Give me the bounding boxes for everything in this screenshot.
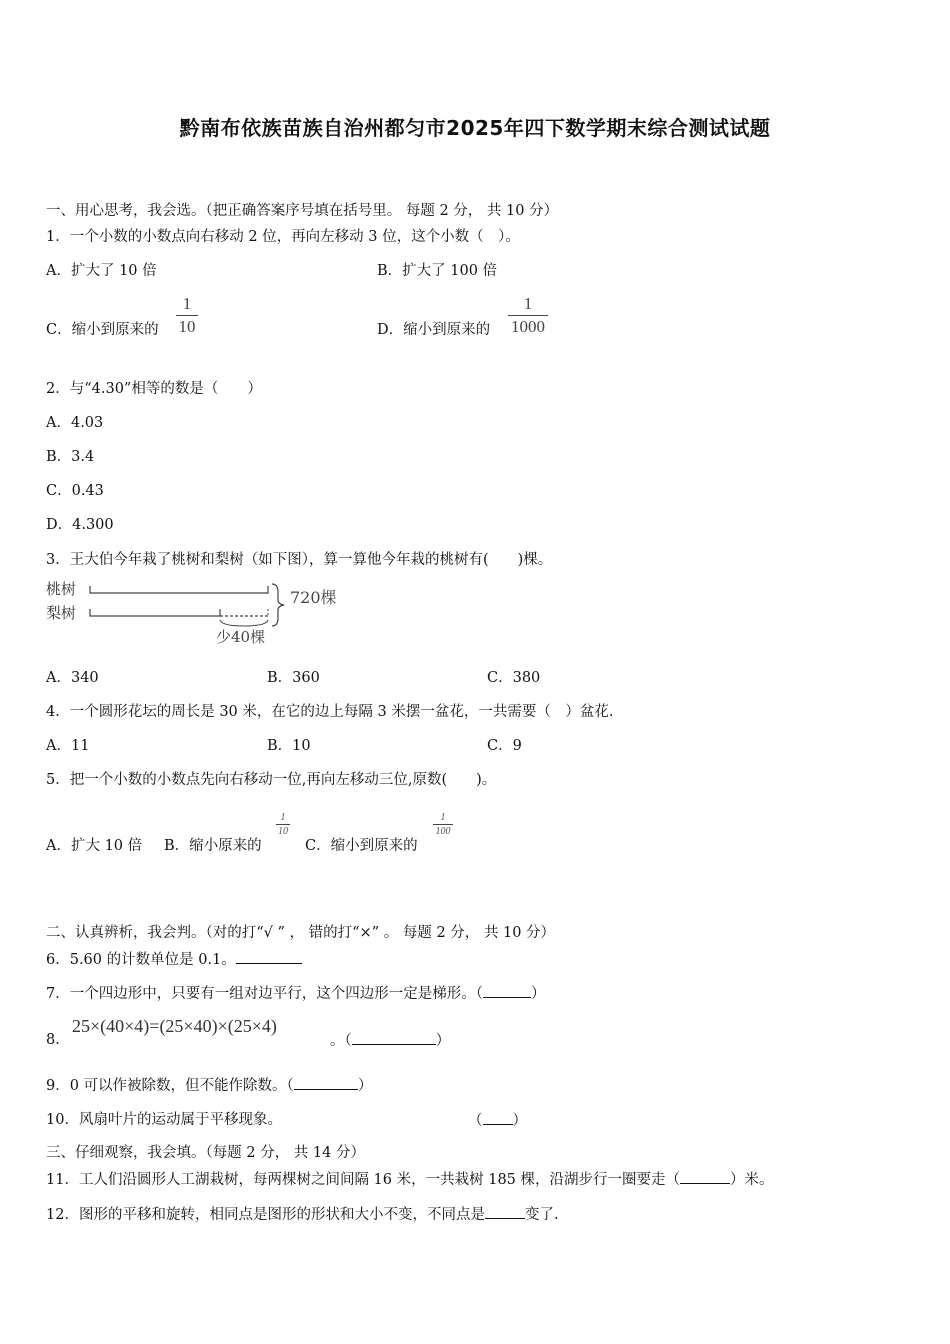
question-6	[46, 949, 302, 970]
fraction-denominator: 10	[178, 317, 196, 336]
question-8-equation: 25×(40×4)=(25×40)×(25×4)	[72, 1016, 277, 1036]
question-12	[46, 1204, 559, 1225]
less-brace	[220, 620, 268, 626]
section-2-heading: 二、认真辨析，我会判。（对的打“√ ” ， 错的打“×” 。 每题 2 分， 共 10 分）	[46, 925, 556, 941]
fraction-denominator: 100	[435, 826, 451, 837]
question-1: 1．一个小数的小数点向右移动 2 位，再向左移动 3 位，这个小数（ ）。	[46, 229, 520, 245]
q1-option-d: D．缩小到原来的	[377, 322, 491, 338]
question-10: 10．风扇叶片的运动属于平移现象。	[46, 1112, 282, 1128]
q1-option-b: B．扩大了 100 倍	[377, 263, 498, 279]
q3-option-b: B．360	[267, 670, 320, 686]
q2-option-b: B．3.4	[46, 449, 95, 465]
q1-option-c: C．缩小到原来的	[46, 322, 159, 338]
question-3: 3．王大伯今年栽了桃树和梨树（如下图），算一算他今年栽的桃树有( )棵。	[46, 552, 553, 568]
q1-option-d-fraction	[508, 294, 548, 337]
q4-option-c: C．9	[487, 738, 522, 754]
question-4: 4．一个圆形花坛的周长是 30 米，在它的边上每隔 3 米摆一盆花，一共需要（ ）盆花.	[46, 704, 614, 720]
fraction-numerator: 1	[440, 812, 446, 823]
pear-segment	[90, 609, 220, 616]
fraction-numerator: 1	[280, 812, 286, 823]
question-11-text: 11．工人们沿圆形人工湖栽树，每两棵树之间间隔 16 米，一共栽树 185 棵，沿湖步行一圈要走（	[46, 1172, 681, 1188]
q5-option-b: B．缩小原来的	[164, 838, 262, 854]
question-7-paren-close: ）	[530, 986, 546, 1002]
question-9-text: 9．0 可以作被除数，但不能作除数。（	[46, 1078, 294, 1094]
question-5: 5．把一个小数的小数点先向右移动一位,再向左移动三位,原数( )。	[46, 772, 497, 788]
q3-diagram	[44, 576, 354, 648]
q1-option-c-fraction	[176, 294, 198, 337]
diagram-label-pear: 梨树	[46, 604, 77, 622]
answer-blank[interactable]	[485, 1204, 525, 1219]
diagram-label-peach: 桃树	[46, 580, 77, 598]
q2-option-a: A．4.03	[46, 415, 104, 431]
q5-option-c: C．缩小到原来的	[305, 838, 418, 854]
q2-option-c: C．0.43	[46, 483, 104, 499]
question-8-paren-close: ）	[435, 1033, 451, 1049]
question-7-text: 7．一个四边形中，只要有一组对边平行，这个四边形一定是梯形。（	[46, 986, 483, 1002]
fraction-bar	[508, 315, 548, 316]
question-10-answer	[468, 1110, 527, 1131]
question-9	[46, 1075, 372, 1096]
q5-option-c-fraction	[433, 812, 453, 837]
question-12-text: 12．图形的平移和旋转，相同点是图形的形状和大小不变，不同点是	[46, 1207, 485, 1223]
question-8-number: 8．	[46, 1032, 70, 1048]
question-7	[46, 983, 545, 1004]
answer-blank[interactable]	[352, 1030, 436, 1045]
fraction-denominator: 10	[278, 826, 288, 837]
diagram-less-label: 少40棵	[216, 628, 266, 646]
question-6-text: 6．5.60 的计数单位是 0.1。	[46, 952, 236, 968]
question-10-paren-open: （	[468, 1113, 483, 1129]
page-title: 黔南布依族苗族自治州都匀市2025年四下数学期末综合测试试题	[179, 116, 771, 140]
answer-blank[interactable]	[483, 983, 531, 998]
question-10-paren-close: ）	[512, 1113, 527, 1129]
answer-blank[interactable]	[294, 1075, 358, 1090]
q3-option-c: C．380	[487, 670, 541, 686]
question-11	[46, 1169, 774, 1190]
diagram-total-label: 720棵	[290, 588, 337, 607]
fraction-numerator: 1	[523, 294, 533, 313]
q4-option-a: A．11	[46, 738, 90, 754]
fraction-bar	[176, 315, 198, 316]
fraction-numerator: 1	[182, 294, 192, 313]
question-12-end: 变了.	[524, 1207, 559, 1223]
q3-option-a: A．340	[46, 670, 99, 686]
answer-blank[interactable]	[236, 949, 302, 964]
section-1-heading: 一、用心思考，我会选。（把正确答案序号填在括号里。 每题 2 分， 共 10 分）	[46, 203, 559, 219]
fraction-bar	[276, 824, 290, 825]
q5-option-b-fraction	[276, 812, 290, 837]
q2-option-d: D．4.300	[46, 517, 114, 533]
question-8-answer	[330, 1030, 450, 1051]
question-2: 2．与“4.30”相等的数是（ ）	[46, 381, 262, 397]
section-3-heading: 三、仔细观察，我会填。（每题 2 分， 共 14 分）	[46, 1145, 365, 1161]
q4-option-b: B．10	[267, 738, 311, 754]
question-9-paren-close: ）	[357, 1078, 373, 1094]
answer-blank[interactable]	[483, 1110, 513, 1125]
fraction-denominator: 1000	[511, 317, 545, 336]
peach-segment	[90, 586, 268, 593]
answer-blank[interactable]	[680, 1169, 730, 1184]
question-8-tail: 。（	[330, 1033, 352, 1049]
q5-option-a: A．扩大 10 倍	[46, 838, 143, 854]
fraction-bar	[433, 824, 453, 825]
question-11-end: ）米。	[730, 1172, 774, 1188]
total-brace	[272, 584, 284, 626]
q1-option-a: A．扩大了 10 倍	[46, 263, 157, 279]
